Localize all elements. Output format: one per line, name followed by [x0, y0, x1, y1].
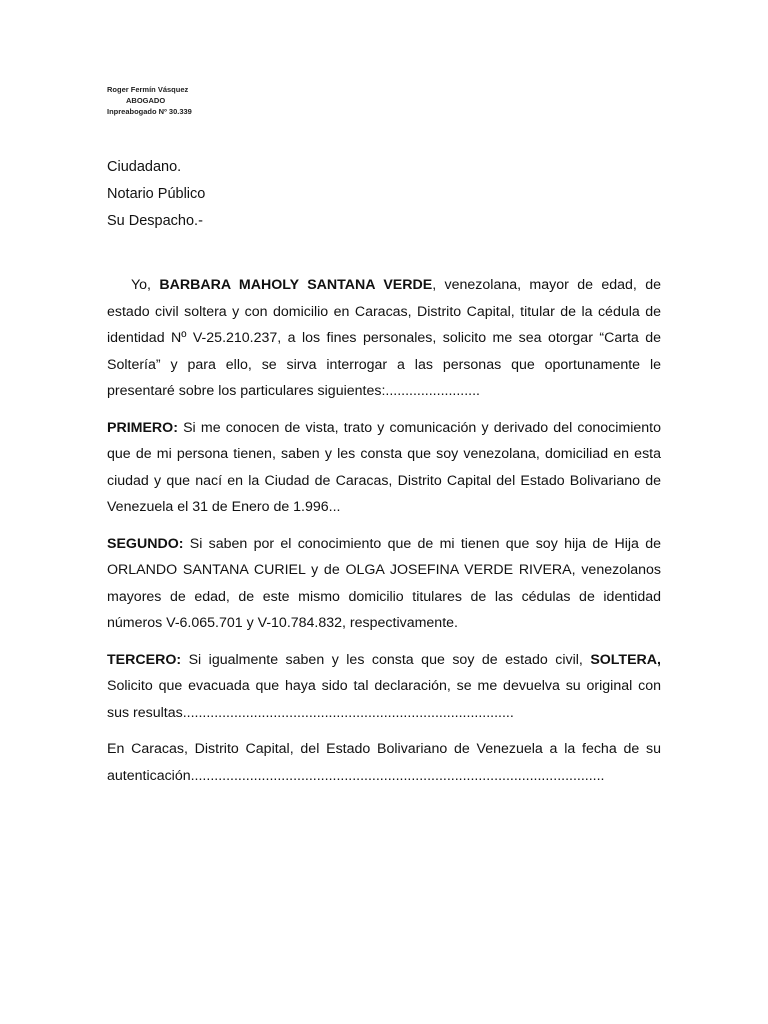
tercero-label: TERCERO: — [107, 651, 182, 668]
salutation-line-2: Notario Público — [107, 186, 206, 202]
civil-status: SOLTERA, — [590, 651, 661, 668]
intro-paragraph — [107, 272, 661, 405]
tercero-text-after: Solicito que evacuada que haya sido tal declaración, se me devuelva su original con sus resultas.................................................................................... — [107, 678, 661, 721]
salutation-line-1: Ciudadano. — [107, 159, 182, 175]
applicant-name: BARBARA MAHOLY SANTANA VERDE — [159, 277, 433, 293]
segundo-paragraph — [107, 531, 661, 637]
salutation-line-3: Su Despacho.- — [107, 213, 203, 229]
segundo-label: SEGUNDO: — [107, 535, 184, 552]
intro-prefix: Yo, — [131, 277, 160, 293]
tercero-text-before: Si igualmente saben y les consta que soy de estado civil, — [181, 651, 591, 668]
tercero-paragraph — [107, 647, 661, 727]
letter-body — [107, 272, 661, 799]
intro-text: , venezolana, mayor de edad, de estado civil soltera y con domicilio en Caracas, Distrito Capital, titular de la cédula de identidad Nº V-25.210.237, a los fines personales, solicito me sea otorgar “Carta de Soltería” y para ello, se sirva interrogar a las personas que oportunamente le presentaré sobre los particulares siguientes:........................ — [107, 277, 661, 399]
lawyer-title: ABOGADO — [126, 96, 166, 105]
salutation — [107, 154, 205, 235]
segundo-text: Si saben por el conocimiento que de mi tienen que soy hija de Hija de ORLANDO SANTANA CURIEL y de OLGA JOSEFINA VERDE RIVERA, venezolanos mayores de edad, de este mismo domicilio titulares de las cédulas de identidad números V-6.065.701 y V-10.784.832, respectivamente. — [107, 535, 661, 631]
letterhead — [107, 84, 192, 117]
closing-paragraph — [107, 736, 661, 789]
primero-text: Si me conocen de vista, trato y comunicación y derivado del conocimiento que de mi persona tienen, saben y les consta que soy venezolana, domiciliad en esta ciudad y que nací en la Ciudad de Caracas, Distrito Capital del Estado Bolivariano de Venezuela el 31 de Enero de 1.996... — [107, 419, 661, 515]
lawyer-registration: Inpreabogado Nº 30.339 — [107, 107, 192, 116]
lawyer-name: Roger Fermín Vásquez — [107, 85, 189, 94]
closing-text: En Caracas, Distrito Capital, del Estado Bolivariano de Venezuela a la fecha de su autenticación......................................................................................................... — [107, 741, 661, 784]
primero-label: PRIMERO: — [107, 419, 178, 436]
primero-paragraph — [107, 415, 661, 521]
